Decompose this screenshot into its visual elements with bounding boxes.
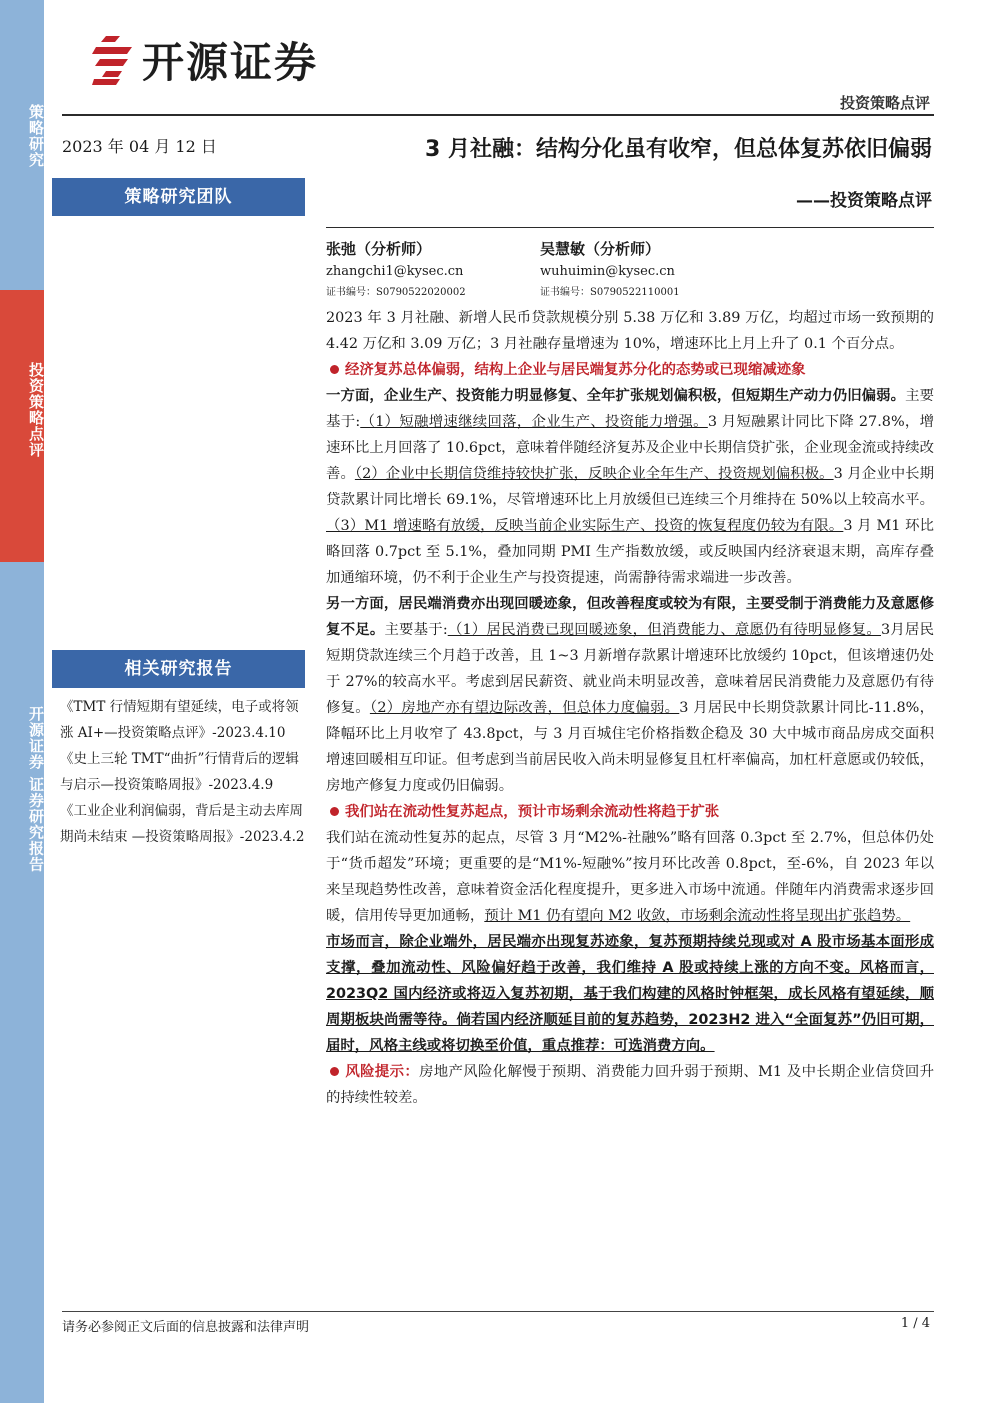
analyst-card — [540, 238, 680, 302]
underlined-text: （2）企业中长期信贷维持较快扩张，反映企业全年生产、投资规划偏积极。 — [354, 466, 834, 482]
analyst-card — [326, 238, 466, 302]
page-number: 1 / 4 — [900, 1316, 930, 1331]
risk-warning — [326, 1059, 934, 1111]
team-section-header: 策略研究团队 — [52, 178, 305, 216]
section-heading-text: 经济复苏总体偏弱，结构上企业与居民端复苏分化的态势或已现缩减迹象 — [345, 362, 806, 378]
brand-logo — [92, 30, 318, 90]
report-subtitle: ——投资策略点评 — [796, 191, 932, 211]
section-heading — [326, 799, 934, 825]
intro-paragraph: 2023 年 3 月社融、新增人民币贷款规模分别 5.38 万亿和 3.89 万亿，均超过市场一致预期的 4.42 万亿和 3.09 万亿；3 月社融存量增速为 10%，增速环比上月上升了 0.1 个百分点。 — [326, 310, 934, 352]
footer-divider — [62, 1311, 934, 1312]
text-run: 我们站在流动性复苏的起点，尽管 3 月“M2%-社融%”略有回落 0.3pct 至 2.7%，但总体仍处于“货币超发”环境；更重要的是“M1%-短融%”按月环比改善 0.8pct，至-6%，自 2023 年以来呈现趋势性改善，意味着资金活化程度提升，更多进入市场中流通。伴随年内消费需求逐步回暖，信用传导更加通畅， — [326, 830, 934, 924]
side-band-top-label: 策略研究 — [27, 104, 45, 168]
bullet-icon — [330, 1067, 339, 1076]
underlined-text: 预计 M1 仍有望向 M2 收敛，市场剩余流动性将呈现出扩张趋势。 — [484, 908, 911, 924]
risk-label: 风险提示： — [345, 1064, 420, 1080]
bold-lead: 另一方面，居民端消费亦出现回暖迹象，但改善程度或较为有限，主要受制于消费能力及意愿修复不足。 — [326, 596, 934, 638]
bullet-icon — [330, 365, 339, 374]
underlined-text: （1）短融增速继续回落，企业生产、投资能力增强。 — [360, 414, 708, 430]
side-band-middle-label: 投资策略点评 — [27, 362, 45, 458]
side-band-middle — [0, 290, 44, 562]
text-run: 3 月企业中长期贷款累计同比增长 69.1%，尽管增速环比上月放缓但已连续三个月维持在 50%以上较高水平。 — [326, 466, 934, 508]
header-divider — [62, 114, 934, 116]
text-run: 3月居民短期贷款连续三个月趋于改善，且 1~3 月新增存款累计增速环比放缓约 10pct，但该增速仍处于 27%的较高水平。考虑到居民薪资、就业尚未明显改善，意味着居民消费能力及意愿仍有待修复。 — [326, 622, 934, 716]
related-reports-list — [60, 694, 305, 850]
analyst-email[interactable]: zhangchi1@kysec.cn — [326, 264, 464, 279]
brand-logo-icon — [92, 34, 136, 86]
analyst-name: 吴慧敏（分析师） — [540, 240, 661, 258]
risk-text: 房地产风险化解慢于预期、消费能力回升弱于预期、M1 及中长期企业信贷回升的持续性较差。 — [326, 1064, 934, 1106]
text-run: 3 月短融累计同比下降 27.8%，增速环比上月回落了 10.6pct，意味着伴随经济复苏及企业中长期信贷扩张，企业现金流或持续改善。 — [326, 414, 934, 482]
body-paragraph — [326, 825, 934, 929]
report-type-tag: 投资策略点评 — [839, 94, 930, 112]
related-section-header: 相关研究报告 — [52, 650, 305, 688]
analyst-name: 张弛（分析师） — [326, 240, 432, 258]
brand-logo-text: 开源证券 — [142, 38, 319, 87]
side-band-bottom — [0, 562, 44, 1403]
side-band-bottom-label: 开源证券 证券研究报告 — [27, 706, 45, 873]
text-run: 主要基于: — [384, 622, 448, 638]
text-run: 3 月居民中长期贷款累计同比-11.8%，降幅环比上月收窄了 43.8pct，与 3 月百城住宅价格指数企稳及 30 大中城市商品房成交面积增速回暖相互印证。但考虑到当前居民收入尚未明显修复且杠杆率偏高，加杠杆意愿或仍较低，房地产修复力度或仍旧偏弱。 — [326, 700, 934, 794]
report-body — [326, 305, 934, 1111]
analyst-email[interactable]: wuhuimin@kysec.cn — [540, 264, 675, 279]
analyst-cert: 证书编号：S0790522020002 — [326, 287, 466, 298]
text-run: 主要基于: — [326, 388, 934, 430]
text-run: 3 月 M1 环比略回落 0.7pct 至 5.1%，叠加同期 PMI 生产指数放缓，或反映国内经济衰退末期，高库存叠加通缩环境，仍不利于企业生产与投资提速，尚需静待需求端进一步改善。 — [326, 518, 934, 586]
body-paragraph — [326, 591, 934, 799]
title-divider — [326, 227, 934, 228]
related-report-item[interactable]: 《工业企业利润偏弱，背后是主动去库周期尚未结束 —投资策略周报》-2023.4.2 — [60, 803, 305, 845]
related-report-item[interactable]: 《TMT 行情短期有望延续，电子或将领涨 AI+—投资策略点评》-2023.4.10 — [60, 699, 299, 741]
side-band-top — [0, 0, 44, 290]
analyst-cert: 证书编号：S0790522110001 — [540, 287, 680, 298]
report-date: 2023 年 04 月 12 日 — [62, 137, 217, 156]
section-heading-text: 我们站在流动性复苏起点，预计市场剩余流动性将趋于扩张 — [345, 804, 720, 820]
related-report-item[interactable]: 《史上三轮 TMT“曲折”行情背后的逻辑与启示—投资策略周报》-2023.4.9 — [60, 751, 299, 793]
bullet-icon — [330, 807, 339, 816]
report-title: 3 月社融：结构分化虽有收窄，但总体复苏依旧偏弱 — [425, 137, 932, 162]
underlined-text: （1）居民消费已现回暖迹象，但消费能力、意愿仍有待明显修复。 — [447, 622, 881, 638]
side-band — [0, 0, 44, 1403]
underlined-text: （2）房地产亦有望边际改善，但总体力度偏弱。 — [369, 700, 680, 716]
section-heading — [326, 357, 934, 383]
underlined-text: （3）M1 增速略有放缓，反映当前企业实际生产、投资的恢复程度仍较为有限。 — [326, 518, 844, 534]
conclusion-paragraph: 市场而言，除企业端外，居民端亦出现复苏迹象，复苏预期持续兑现或对 A 股市场基本面形成支撑，叠加流动性、风险偏好趋于改善，我们维持 A 股或持续上涨的方向不变。风格而言，2023Q2 国内经济或将迈入复苏初期，基于我们构建的风格时钟框架，成长风格有望延续，顺周期板块尚需等待。倘若国内经济顺延目前的复苏趋势，2023H2 进入“全面复苏”仍旧可期，届时，风格主线或将切换至价值，重点推荐：可选消费方向。 — [326, 934, 934, 1054]
bold-lead: 一方面，企业生产、投资能力明显修复、全年扩张规划偏积极，但短期生产动力仍旧偏弱。 — [326, 388, 906, 404]
footer-disclaimer: 请务必参阅正文后面的信息披露和法律声明 — [62, 1320, 310, 1335]
body-paragraph — [326, 383, 934, 591]
